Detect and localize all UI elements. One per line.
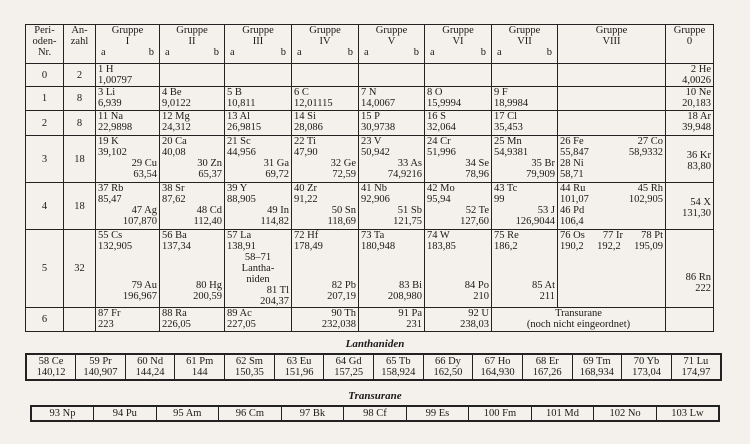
period-count: 18	[64, 136, 96, 183]
group-header-1: Gruppe I a b	[96, 25, 160, 64]
empty-cell	[359, 64, 425, 87]
group-header-3: Gruppe III a b	[225, 25, 292, 64]
element-cell-v-as: 23 V 50,942 33 As 74,9216	[359, 136, 425, 183]
period-count: 32	[64, 230, 96, 308]
transurane-item: 95 Am	[156, 406, 219, 421]
element-cell-fr: 87 Fr 223	[96, 308, 160, 332]
element-cell-zr-sn: 40 Zr 91,22 50 Sn 118,69	[292, 183, 359, 230]
lanthanide-cell: 71 Lu 174,97	[671, 354, 721, 380]
lanthanide-cell: 68 Er 167,26	[522, 354, 572, 380]
lanthanides-caption: Lanthaniden	[345, 338, 405, 350]
lanthanide-cell: 62 Sm 150,35	[225, 354, 275, 380]
element-cell-cr-se: 24 Cr 51,996 34 Se 78,96	[425, 136, 492, 183]
transurane-cell: Transurane (noch nicht eingeordnet)	[492, 308, 666, 332]
element-cell-fe-co-ni: 26 Fe 27 Co 55,847 58,9332 28 Ni 58,71	[558, 136, 666, 183]
lanthanide-cell: 70 Yb 173,04	[622, 354, 672, 380]
group-header-0: Gruppe 0	[666, 25, 714, 64]
element-cell-p: 15 P 30,9738	[359, 111, 425, 136]
element-cell-pa: 91 Pa 231	[359, 308, 425, 332]
period-row-1	[26, 87, 714, 111]
lanthanide-cell: 60 Nd 144,24	[125, 354, 175, 380]
group-header-6: Gruppe VI a b	[425, 25, 492, 64]
period-number: 3	[26, 136, 64, 183]
period-number: 2	[26, 111, 64, 136]
lanthanide-cell: 65 Tb 158,924	[373, 354, 423, 380]
empty-cell	[160, 64, 225, 87]
element-cell-f: 9 F 18,9984	[492, 87, 558, 111]
element-cell-ti-ge: 22 Ti 47,90 32 Ge 72,59	[292, 136, 359, 183]
element-cell-h: 1 H 1,00797	[96, 64, 160, 87]
element-cell-ba-hg: 56 Ba 137,34 80 Hg 200,59	[160, 230, 225, 308]
period-number: 4	[26, 183, 64, 230]
empty-cell	[425, 64, 492, 87]
transurane-item: 94 Pu	[94, 406, 157, 421]
period-row-3	[26, 136, 714, 183]
element-cell-u: 92 U 238,03	[425, 308, 492, 332]
period-header-line3: Nr.	[37, 47, 52, 59]
lanthanide-cell: 66 Dy 162,50	[423, 354, 473, 380]
period-row-6	[26, 308, 714, 332]
period-row-2	[26, 111, 714, 136]
count-header-line1: An-	[71, 25, 88, 36]
period-number: 1	[26, 87, 64, 111]
element-cell-he: 2 He 4,0026	[666, 64, 714, 87]
transurane-item: 99 Es	[406, 406, 469, 421]
group-header-8: Gruppe VIII	[558, 25, 666, 64]
element-cell-ra: 88 Ra 226,05	[160, 308, 225, 332]
element-cell-s: 16 S 32,064	[425, 111, 492, 136]
period-header-line2: oden-	[32, 36, 57, 48]
element-cell-xe: 54 X 131,30	[666, 183, 714, 230]
period-header	[26, 25, 64, 64]
element-cell-be: 4 Be 9,0122	[160, 87, 225, 111]
group-header-5: Gruppe V a b	[359, 25, 425, 64]
period-count: 2	[64, 64, 96, 87]
lanthanide-range: 58–71	[244, 252, 272, 264]
element-cell-cs-au: 55 Cs 132,905 79 Au 196,967	[96, 230, 160, 308]
lanthanide-cell: 64 Gd 157,25	[324, 354, 374, 380]
period-row-4	[26, 183, 714, 230]
empty-cell	[558, 64, 666, 87]
period-count: 8	[64, 87, 96, 111]
lanthanide-cell: 63 Eu 151,96	[274, 354, 324, 380]
group-header-2: Gruppe II a b	[160, 25, 225, 64]
lanthanide-word-1: Lantha-	[241, 263, 275, 275]
transurane-item: 101 Md	[531, 406, 594, 421]
element-cell-n: 7 N 14,0067	[359, 87, 425, 111]
element-cell-ta-bi: 73 Ta 180,948 83 Bi 208,980	[359, 230, 425, 308]
empty-cell	[558, 111, 666, 136]
transurane-item: 96 Cm	[219, 406, 282, 421]
period-count: 8	[64, 111, 96, 136]
element-cell-th: 90 Th 232,038	[292, 308, 359, 332]
element-cell-sr-cd: 38 Sr 87,62 48 Cd 112,40	[160, 183, 225, 230]
transurane-item: 103 Lw	[656, 406, 719, 421]
element-cell-si: 14 Si 28,086	[292, 111, 359, 136]
empty-cell	[492, 64, 558, 87]
lanthanides-band	[25, 353, 722, 381]
element-cell-b: 5 B 10,811	[225, 87, 292, 111]
element-cell-kr: 36 Kr 83,80	[666, 136, 714, 183]
lanthanide-cell: 58 Ce 140,12	[26, 354, 76, 380]
header-row	[26, 25, 714, 64]
period-number: 0	[26, 64, 64, 87]
element-cell-y-in: 39 Y 88,905 49 In 114,82	[225, 183, 292, 230]
element-cell-mg: 12 Mg 24,312	[160, 111, 225, 136]
transuranes-band	[30, 405, 720, 422]
element-cell-cl: 17 Cl 35,453	[492, 111, 558, 136]
group-header-4: Gruppe IV a b	[292, 25, 359, 64]
element-cell-os-ir-pt: 76 Os 77 Ir 78 Pt 190,2 192,2 195,09	[558, 230, 666, 308]
element-cell-li: 3 Li 6,939	[96, 87, 160, 111]
transurane-item: 98 Cf	[344, 406, 407, 421]
transuranes-caption: Transurane	[348, 390, 402, 402]
count-header	[64, 25, 96, 64]
element-cell-hf-pb: 72 Hf 178,49 82 Pb 207,19	[292, 230, 359, 308]
count-header-line2: zahl	[70, 36, 89, 48]
empty-cell	[666, 308, 714, 332]
element-cell-w-po: 74 W 183,85 84 Po 210	[425, 230, 492, 308]
empty-cell	[225, 64, 292, 87]
period-count	[64, 308, 96, 332]
element-cell-ac: 89 Ac 227,05	[225, 308, 292, 332]
period-count: 18	[64, 183, 96, 230]
periodic-table	[25, 24, 714, 332]
transurane-item: 102 No	[594, 406, 657, 421]
empty-cell	[558, 87, 666, 111]
period-header-line1: Peri-	[34, 25, 55, 36]
element-cell-tc-i: 43 Tc 99 53 J 126,9044	[492, 183, 558, 230]
period-row-5	[26, 230, 714, 308]
element-cell-mo-te: 42 Mo 95,94 52 Te 127,60	[425, 183, 492, 230]
lanthanide-cell: 59 Pr 140,907	[76, 354, 126, 380]
element-cell-ca-zn: 20 Ca 40,08 30 Zn 65,37	[160, 136, 225, 183]
element-cell-k-cu: 19 K 39,102 29 Cu 63,54	[96, 136, 160, 183]
period-row-0	[26, 64, 714, 87]
lanthanide-cell: 69 Tm 168,934	[572, 354, 622, 380]
element-cell-mn-br: 25 Mn 54,9381 35 Br 79,909	[492, 136, 558, 183]
element-cell-ru-rh-pd: 44 Ru 45 Rh 101,07 102,905 46 Pd 106,4	[558, 183, 666, 230]
element-cell-c: 6 C 12,01115	[292, 87, 359, 111]
element-cell-rn: 86 Rn 222	[666, 230, 714, 308]
transurane-item: 100 Fm	[469, 406, 532, 421]
element-cell-la-tl: 57 La 138,91 58–71 Lantha- niden 81 Tl 204,37	[225, 230, 292, 308]
lanthanide-cell: 67 Ho 164,930	[473, 354, 523, 380]
element-cell-re-at: 75 Re 186,2 85 At 211	[492, 230, 558, 308]
transurane-item: 97 Bk	[281, 406, 344, 421]
empty-cell	[292, 64, 359, 87]
element-cell-sc-ga: 21 Sc 44,956 31 Ga 69,72	[225, 136, 292, 183]
element-cell-na: 11 Na 22,9898	[96, 111, 160, 136]
transurane-item: 93 Np	[31, 406, 94, 421]
element-cell-nb-sb: 41 Nb 92,906 51 Sb 121,75	[359, 183, 425, 230]
element-cell-rb-ag: 37 Rb 85,47 47 Ag 107,870	[96, 183, 160, 230]
period-number: 6	[26, 308, 64, 332]
element-cell-ar: 18 Ar 39,948	[666, 111, 714, 136]
period-number: 5	[26, 230, 64, 308]
lanthanide-cell: 61 Pm 144	[175, 354, 225, 380]
lanthanide-word-2: niden	[246, 274, 270, 286]
element-cell-ne: 10 Ne 20,183	[666, 87, 714, 111]
element-cell-o: 8 O 15,9994	[425, 87, 492, 111]
element-cell-al: 13 Al 26,9815	[225, 111, 292, 136]
group-header-7: Gruppe VII a b	[492, 25, 558, 64]
